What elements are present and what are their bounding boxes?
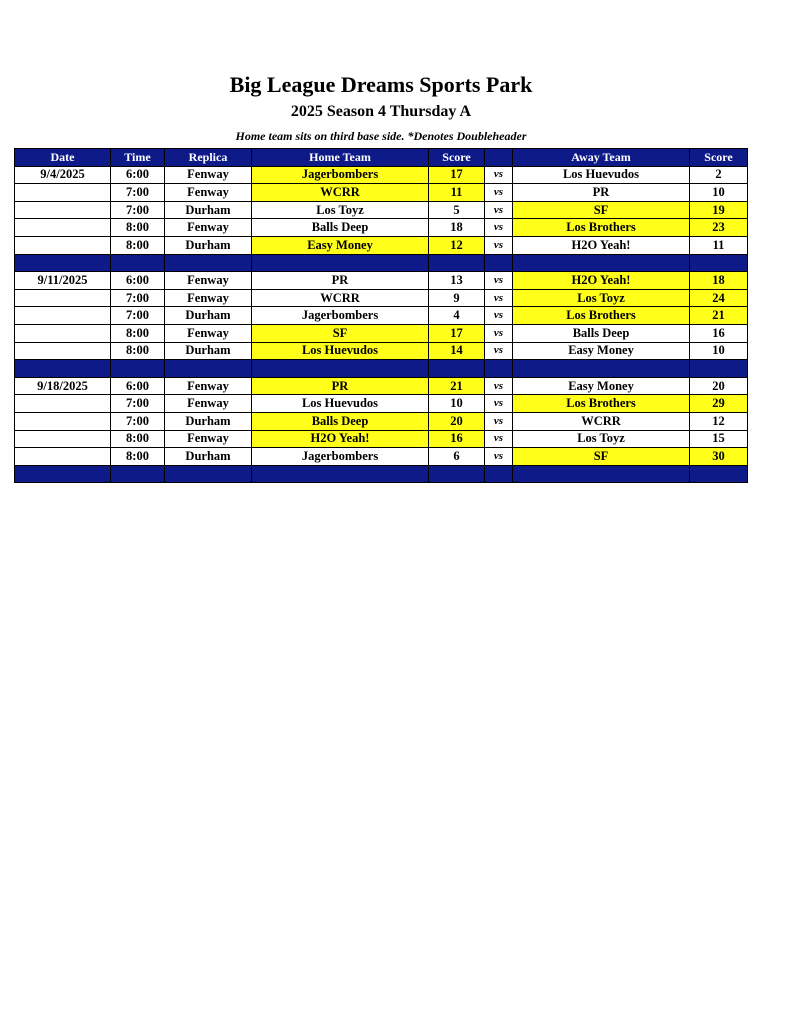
table-row — [15, 201, 748, 219]
game-time: 8:00 — [111, 219, 165, 237]
away-team: Easy Money — [513, 342, 690, 360]
game-field: Fenway — [165, 184, 252, 202]
game-time: 7:00 — [111, 307, 165, 325]
away-team: Los Brothers — [513, 219, 690, 237]
game-field: Fenway — [165, 289, 252, 307]
vs-label: vs — [485, 289, 513, 307]
home-team: Jagerbombers — [252, 448, 429, 466]
home-score: 17 — [429, 166, 485, 184]
home-score: 17 — [429, 324, 485, 342]
table-row — [15, 289, 748, 307]
away-score: 10 — [690, 342, 748, 360]
home-score: 4 — [429, 307, 485, 325]
week-separator — [15, 465, 748, 483]
separator-cell — [111, 254, 165, 272]
page-subtitle: 2025 Season 4 Thursday A — [290, 103, 472, 120]
away-score: 21 — [690, 307, 748, 325]
separator-cell — [252, 360, 429, 378]
game-field: Fenway — [165, 272, 252, 290]
home-team: SF — [252, 324, 429, 342]
game-date: 9/11/2025 — [15, 272, 111, 290]
separator-cell — [429, 360, 485, 378]
away-score: 12 — [690, 412, 748, 430]
away-team: H2O Yeah! — [513, 272, 690, 290]
away-score: 23 — [690, 219, 748, 237]
away-score: 24 — [690, 289, 748, 307]
separator-cell — [165, 360, 252, 378]
separator-cell — [513, 254, 690, 272]
header-away-score: Score — [690, 149, 748, 167]
away-team: Los Toyz — [513, 289, 690, 307]
home-score: 13 — [429, 272, 485, 290]
table-row — [15, 307, 748, 325]
game-field: Fenway — [165, 377, 252, 395]
schedule-body — [15, 166, 748, 483]
away-score: 2 — [690, 166, 748, 184]
home-score: 11 — [429, 184, 485, 202]
home-score: 16 — [429, 430, 485, 448]
home-score: 10 — [429, 395, 485, 413]
header-home-score: Score — [429, 149, 485, 167]
game-field: Durham — [165, 412, 252, 430]
game-field: Durham — [165, 448, 252, 466]
home-team: Balls Deep — [252, 219, 429, 237]
table-row — [15, 430, 748, 448]
away-team: PR — [513, 184, 690, 202]
away-score: 10 — [690, 184, 748, 202]
vs-label: vs — [485, 342, 513, 360]
separator-cell — [690, 360, 748, 378]
game-date — [15, 201, 111, 219]
game-date — [15, 236, 111, 254]
header-away-team: Away Team — [513, 149, 690, 167]
home-score: 14 — [429, 342, 485, 360]
vs-label: vs — [485, 272, 513, 290]
game-field: Fenway — [165, 219, 252, 237]
game-date — [15, 219, 111, 237]
home-team: Jagerbombers — [252, 307, 429, 325]
home-team: Jagerbombers — [252, 166, 429, 184]
separator-cell — [15, 360, 111, 378]
home-team: Los Huevudos — [252, 395, 429, 413]
table-row — [15, 184, 748, 202]
home-team: Easy Money — [252, 236, 429, 254]
game-time: 6:00 — [111, 377, 165, 395]
home-score: 18 — [429, 219, 485, 237]
home-team: PR — [252, 377, 429, 395]
separator-cell — [165, 254, 252, 272]
home-team: PR — [252, 272, 429, 290]
table-row — [15, 395, 748, 413]
header-row — [15, 149, 748, 167]
separator-cell — [165, 465, 252, 483]
schedule-note: Home team sits on third base side. *Denotes Doubleheader — [235, 129, 527, 143]
home-team: Balls Deep — [252, 412, 429, 430]
away-team: WCRR — [513, 412, 690, 430]
game-time: 7:00 — [111, 184, 165, 202]
away-team: SF — [513, 201, 690, 219]
vs-label: vs — [485, 307, 513, 325]
game-date — [15, 289, 111, 307]
away-team: Easy Money — [513, 377, 690, 395]
week-separator — [15, 360, 748, 378]
game-date — [15, 184, 111, 202]
away-team: H2O Yeah! — [513, 236, 690, 254]
game-date — [15, 412, 111, 430]
game-date: 9/18/2025 — [15, 377, 111, 395]
game-time: 8:00 — [111, 324, 165, 342]
game-field: Fenway — [165, 324, 252, 342]
home-score: 12 — [429, 236, 485, 254]
away-score: 18 — [690, 272, 748, 290]
game-field: Fenway — [165, 430, 252, 448]
game-time: 7:00 — [111, 289, 165, 307]
separator-cell — [15, 254, 111, 272]
game-time: 6:00 — [111, 272, 165, 290]
home-score: 9 — [429, 289, 485, 307]
away-score: 15 — [690, 430, 748, 448]
home-team: H2O Yeah! — [252, 430, 429, 448]
vs-label: vs — [485, 448, 513, 466]
header-replica: Replica — [165, 149, 252, 167]
table-row — [15, 236, 748, 254]
game-field: Fenway — [165, 395, 252, 413]
table-row — [15, 412, 748, 430]
away-score: 11 — [690, 236, 748, 254]
separator-cell — [429, 254, 485, 272]
game-date — [15, 342, 111, 360]
vs-label: vs — [485, 395, 513, 413]
table-row — [15, 377, 748, 395]
table-row — [15, 448, 748, 466]
game-field: Durham — [165, 342, 252, 360]
game-date — [15, 395, 111, 413]
separator-cell — [252, 254, 429, 272]
vs-label: vs — [485, 219, 513, 237]
separator-cell — [690, 254, 748, 272]
vs-label: vs — [485, 236, 513, 254]
away-team: Los Brothers — [513, 395, 690, 413]
away-score: 30 — [690, 448, 748, 466]
vs-label: vs — [485, 430, 513, 448]
schedule-table — [14, 148, 748, 483]
game-date — [15, 430, 111, 448]
table-row — [15, 219, 748, 237]
separator-cell — [111, 360, 165, 378]
game-time: 7:00 — [111, 412, 165, 430]
separator-cell — [485, 360, 513, 378]
away-score: 20 — [690, 377, 748, 395]
separator-cell — [690, 465, 748, 483]
game-field: Fenway — [165, 166, 252, 184]
game-field: Durham — [165, 307, 252, 325]
separator-cell — [513, 360, 690, 378]
vs-label: vs — [485, 201, 513, 219]
home-score: 20 — [429, 412, 485, 430]
home-team: Los Toyz — [252, 201, 429, 219]
game-time: 8:00 — [111, 448, 165, 466]
game-time: 7:00 — [111, 201, 165, 219]
header-vs — [485, 149, 513, 167]
home-team: WCRR — [252, 289, 429, 307]
separator-cell — [15, 465, 111, 483]
game-date — [15, 324, 111, 342]
vs-label: vs — [485, 412, 513, 430]
week-separator — [15, 254, 748, 272]
away-team: Los Brothers — [513, 307, 690, 325]
table-row — [15, 272, 748, 290]
away-score: 29 — [690, 395, 748, 413]
game-field: Durham — [165, 236, 252, 254]
header-date: Date — [15, 149, 111, 167]
home-score: 6 — [429, 448, 485, 466]
vs-label: vs — [485, 324, 513, 342]
game-field: Durham — [165, 201, 252, 219]
game-time: 7:00 — [111, 395, 165, 413]
vs-label: vs — [485, 377, 513, 395]
table-row — [15, 342, 748, 360]
home-score: 21 — [429, 377, 485, 395]
vs-label: vs — [485, 166, 513, 184]
separator-cell — [485, 254, 513, 272]
game-date — [15, 307, 111, 325]
home-score: 5 — [429, 201, 485, 219]
game-date: 9/4/2025 — [15, 166, 111, 184]
away-score: 16 — [690, 324, 748, 342]
home-team: WCRR — [252, 184, 429, 202]
separator-cell — [252, 465, 429, 483]
header-time: Time — [111, 149, 165, 167]
away-team: Balls Deep — [513, 324, 690, 342]
table-row — [15, 324, 748, 342]
page-title: Big League Dreams Sports Park — [229, 72, 533, 97]
away-score: 19 — [690, 201, 748, 219]
vs-label: vs — [485, 184, 513, 202]
separator-cell — [429, 465, 485, 483]
separator-cell — [513, 465, 690, 483]
away-team: SF — [513, 448, 690, 466]
home-team: Los Huevudos — [252, 342, 429, 360]
game-time: 8:00 — [111, 342, 165, 360]
separator-cell — [111, 465, 165, 483]
away-team: Los Huevudos — [513, 166, 690, 184]
header-home-team: Home Team — [252, 149, 429, 167]
game-date — [15, 448, 111, 466]
game-time: 8:00 — [111, 236, 165, 254]
game-time: 8:00 — [111, 430, 165, 448]
away-team: Los Toyz — [513, 430, 690, 448]
separator-cell — [485, 465, 513, 483]
table-row — [15, 166, 748, 184]
game-time: 6:00 — [111, 166, 165, 184]
